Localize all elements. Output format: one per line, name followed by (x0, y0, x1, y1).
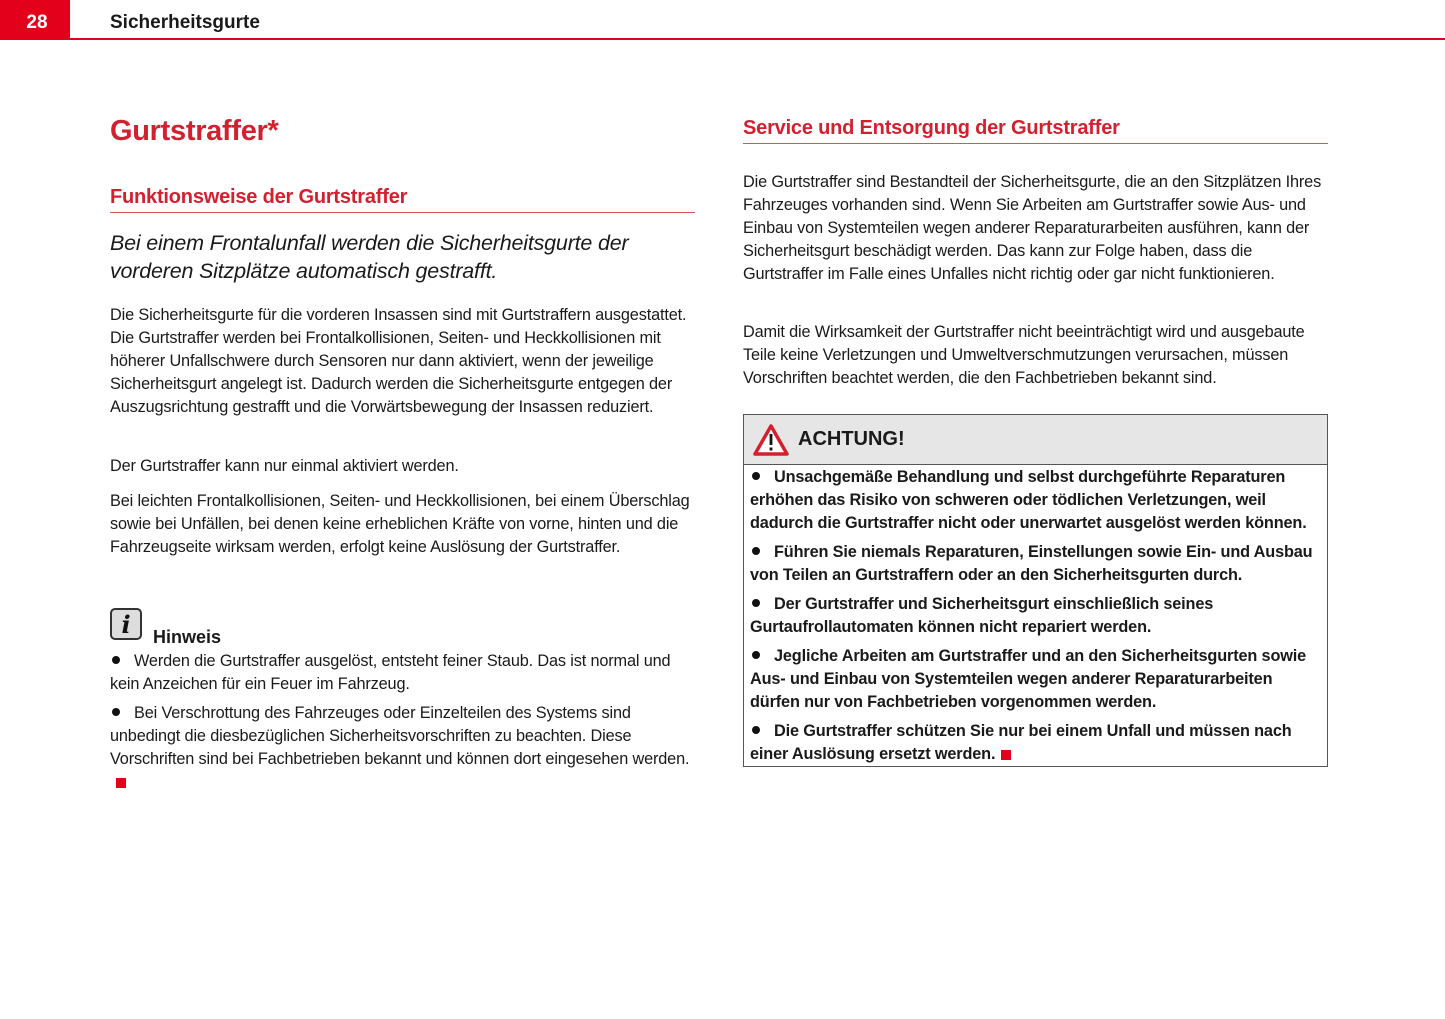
warning-header (744, 415, 1327, 465)
warning-triangle-icon (752, 423, 790, 457)
warning-item-text: Unsachgemäße Behandlung und selbst durchgeführte Reparaturen erhöhen das Risiko von schweren oder tödlichen Verletzungen, weil dadurch die Gurtstraffer nicht oder unerwartet ausgelöst werden können. (750, 468, 1307, 532)
paragraph: Der Gurtstraffer kann nur einmal aktiviert werden. (110, 457, 459, 475)
bullet-icon (112, 708, 120, 716)
page-number: 28 (26, 12, 48, 33)
bullet-icon (752, 547, 760, 555)
warning-body (744, 466, 1327, 766)
note-item (110, 702, 700, 794)
warning-item (750, 645, 1321, 714)
warning-item-text: Führen Sie niemals Reparaturen, Einstellungen sowie Ein- und Ausbau von Teilen an Gurtstraffern oder an den Sicherheitsgurten durch. (750, 543, 1313, 584)
section-heading-service: Service und Entsorgung der Gurtstraffer (743, 117, 1328, 144)
warning-item (750, 541, 1321, 587)
paragraph: Damit die Wirksamkeit der Gurtstraffer nicht beeinträchtigt wird und ausgebaute Teile keine Verletzungen und Umweltverschmutzungen verursachen, müssen Vorschriften beachtet werden, die den Fachbetrieben bekannt sind. (743, 323, 1305, 387)
section-heading-function: Funktionsweise der Gurtstraffer (110, 186, 695, 213)
bullet-icon (752, 599, 760, 607)
warning-item (750, 466, 1321, 535)
bullet-icon (752, 726, 760, 734)
bullet-icon (112, 656, 120, 664)
header-rule (70, 38, 1445, 40)
warning-item-text: Der Gurtstraffer und Sicherheitsgurt einschließlich seines Gurtaufrollautomaten können nicht repariert werden. (750, 595, 1214, 636)
warning-title: ACHTUNG! (798, 428, 905, 450)
note-item-text: Bei Verschrottung des Fahrzeuges oder Einzelteilen des Systems sind unbedingt die diesbezüglichen Sicherheitsvorschriften zu beachten. Diese Vorschriften sind bei Fachbetrieben bekannt und können dort eingesehen werden. (110, 704, 690, 768)
warning-item (750, 720, 1321, 766)
bullet-icon (752, 651, 760, 659)
note-title: Hinweis (153, 627, 222, 647)
note-header (110, 608, 222, 647)
warning-item (750, 593, 1321, 639)
bullet-icon (752, 472, 760, 480)
lead-text: Bei einem Frontalunfall werden die Sicherheitsgurte der vorderen Sitzplätze automatisch gestrafft. (110, 231, 629, 283)
warning-item-text: Jegliche Arbeiten am Gurtstraffer und an den Sicherheitsgurten sowie Aus- und Einbau von Systemteilen wegen anderer Reparaturarbeiten dürfen nur von Fachbetrieben vorgenommen werden. (750, 647, 1307, 711)
page-title: Gurtstraffer* (110, 115, 279, 147)
paragraph: Die Sicherheitsgurte für die vorderen Insassen sind mit Gurtstraffern ausgestattet. Die Gurtstraffer werden bei Frontalkollisionen, Seiten- und Heckkollisionen mit höherer Unfallschwere durch Sensoren nur dann aktiviert, wenn der jeweilige Sicherheitsgurt angelegt ist. Dadurch werden die Sicherheitsgurte entgegen der Auszugsrichtung gestrafft und die Vorwärtsbewegung der Insassen reduziert. (110, 306, 687, 416)
section-end-marker-icon (116, 778, 126, 788)
section-end-marker-icon (1001, 750, 1011, 760)
page-number-badge (0, 0, 70, 40)
info-icon: i (110, 608, 142, 640)
note-item (110, 650, 700, 696)
warning-box (743, 414, 1328, 767)
chapter-title: Sicherheitsgurte (110, 12, 260, 33)
note-item-text: Werden die Gurtstraffer ausgelöst, entsteht feiner Staub. Das ist normal und kein Anzeichen für ein Feuer im Fahrzeug. (110, 652, 671, 693)
paragraph: Die Gurtstraffer sind Bestandteil der Sicherheitsgurte, die an den Sitzplätzen Ihres Fahrzeuges vorhanden sind. Wenn Sie Arbeiten am Gurtstraffer sowie Aus- und Einbau von Systemteilen wegen anderer Reparaturarbeiten ausführen, kann der Sicherheitsgurt beschädigt werden. Das kann zur Folge haben, dass die Gurtstraffer im Falle eines Unfalles nicht richtig oder gar nicht funktionieren. (743, 173, 1322, 283)
paragraph: Bei leichten Frontalkollisionen, Seiten- und Heckkollisionen, bei einem Überschlag sowie bei Unfällen, bei denen keine erheblichen Kräfte von vorne, hinten und die Fahrzeugseite wirksam werden, erfolgt keine Auslösung der Gurtstraffer. (110, 492, 690, 556)
warning-item-text: Die Gurtstraffer schützen Sie nur bei einem Unfall und müssen nach einer Auslösung ersetzt werden. (750, 722, 1292, 763)
